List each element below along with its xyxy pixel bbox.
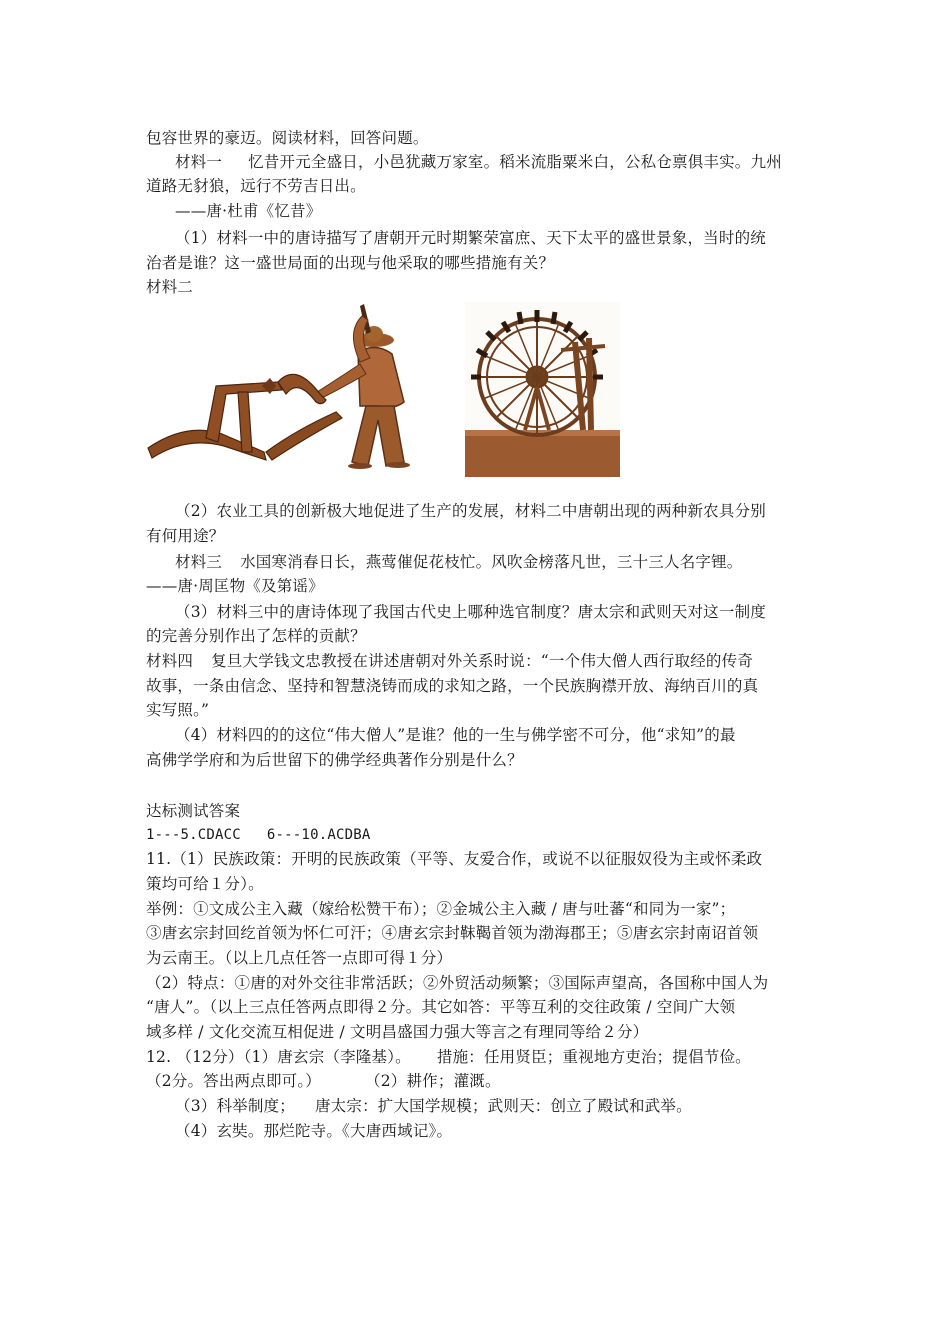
text-line: 举例：①文成公主入藏（嫁给松赞干布）；②金城公主入藏 / 唐与吐蕃“和同为一家”； xyxy=(146,900,736,918)
farmer-icon xyxy=(314,304,410,469)
text-line: ③唐玄宗封回纥首领为怀仁可汗；④唐玄宗封靺鞨首领为渤海郡王；⑤唐玄宗封南诏首领 xyxy=(146,924,759,942)
poem-source: ——唐·杜甫《忆昔》 xyxy=(175,202,322,220)
text-line: 为云南王。（以上几点任答一点即可得１分） xyxy=(146,949,453,967)
waterwheel-figure xyxy=(465,302,620,477)
question-1: （1）材料一中的唐诗描写了唐朝开元时期繁荣富庶、天下太平的盛世景象，当时的统 xyxy=(175,229,766,247)
answers-heading: 达标测试答案 xyxy=(146,802,241,820)
mc-answers xyxy=(146,824,370,846)
text-line: 道路无豺狼，远行不劳吉日出。 xyxy=(146,177,366,195)
material-2-label: 材料二 xyxy=(146,278,194,296)
mc-answers-6-10: 6---10.ACDBA xyxy=(266,827,371,843)
answer-12-part1: 12. （12分）（1）唐玄宗（李隆基）。 xyxy=(146,1048,411,1066)
text-line: 实写照。” xyxy=(146,701,210,719)
text-line: 治者是谁？这一盛世局面的出现与他采取的哪些措施有关？ xyxy=(146,254,555,272)
answer-12-part3: （3）科举制度； xyxy=(175,1097,295,1115)
answer-11-line: 11.（1）民族政策：开明的民族政策（平等、友爱合作，或说不以征服奴役为主或怀柔政 xyxy=(146,850,763,868)
material-3-poem: 水国寒消春日长，燕莺催促花枝忙。风吹金榜落凡世，三十三人名字锂。 xyxy=(240,553,743,571)
answer-12-measures: 措施：任用贤臣；重视地方吏治；提倡节俭。 xyxy=(436,1048,751,1066)
question-4: （4）材料四的的这位“伟大僧人”是谁？他的一生与佛学密不可分，他“求知”的最 xyxy=(175,726,736,744)
text-line: （2）特点：①唐的对外交往非常活跃；②外贸活动频繁；③国际声望高，各国称中国人为 xyxy=(146,974,769,992)
material-4-label: 材料四 xyxy=(146,652,194,670)
material-1-line xyxy=(175,151,782,173)
mc-answers-1-5: 1---5.CDACC xyxy=(146,827,241,843)
material-1-label: 材料一 xyxy=(175,153,223,171)
text-line: 包容世界的豪迈。阅读材料，回答问题。 xyxy=(146,129,429,147)
question-2: （2）农业工具的创新极大地促进了生产的发展，材料二中唐朝出现的两种新农具分别 xyxy=(175,502,766,520)
answer-12-part3-detail: 唐太宗：扩大国学规模；武则天：创立了殿试和武举。 xyxy=(314,1097,692,1115)
plow-icon xyxy=(148,374,342,460)
text-line: 的完善分别作出了怎样的贡献？ xyxy=(146,627,366,645)
text-line: 有何用途？ xyxy=(146,527,225,545)
text-line: 故事，一条由信念、坚持和智慧浇铸而成的求知之路，一个民族胸襟开放、海纳百川的真 xyxy=(146,677,759,695)
poem-source: ——唐·周匡物《及第谣》 xyxy=(146,577,324,595)
material-4-line xyxy=(146,650,753,672)
question-3: （3）材料三中的唐诗体现了我国古代史上哪种选官制度？唐太宗和武则天对这一制度 xyxy=(175,603,766,621)
text-line: 高佛学学府和为后世留下的佛学经典著作分别是什么？ xyxy=(146,751,523,769)
answer-12-part2: （2）耕作；灌溉。 xyxy=(365,1072,501,1090)
text-line: “唐人”。（以上三点任答两点即得２分。其它如答：平等互利的交往政策 / 空间广大领 xyxy=(146,998,736,1016)
answer-12-part4: （4）玄奘。那烂陀寺。《大唐西域记》。 xyxy=(175,1122,453,1140)
answer-12-line xyxy=(175,1095,692,1117)
material-4-text: 复旦大学钱文忠教授在讲述唐朝对外关系时说：“一个伟大僧人西行取经的传奇 xyxy=(211,652,754,670)
material-1-poem: 忆昔开元全盛日，小邑犹藏万家室。稻米流脂粟米白，公私仓禀俱丰实。九州 xyxy=(248,153,782,171)
material-3-label: 材料三 xyxy=(175,553,223,571)
answer-12-line xyxy=(146,1046,751,1068)
text-line: 域多样 / 文化交流互相促进 / 文明昌盛国力强大等言之有理同等给２分） xyxy=(146,1023,649,1041)
answer-12-line xyxy=(146,1070,501,1092)
text-line: 策均可给１分）。 xyxy=(146,875,264,893)
plow-figure xyxy=(146,302,416,472)
material-3-line xyxy=(175,551,743,573)
answer-12-note: （2分。答出两点即可。） xyxy=(146,1072,322,1090)
